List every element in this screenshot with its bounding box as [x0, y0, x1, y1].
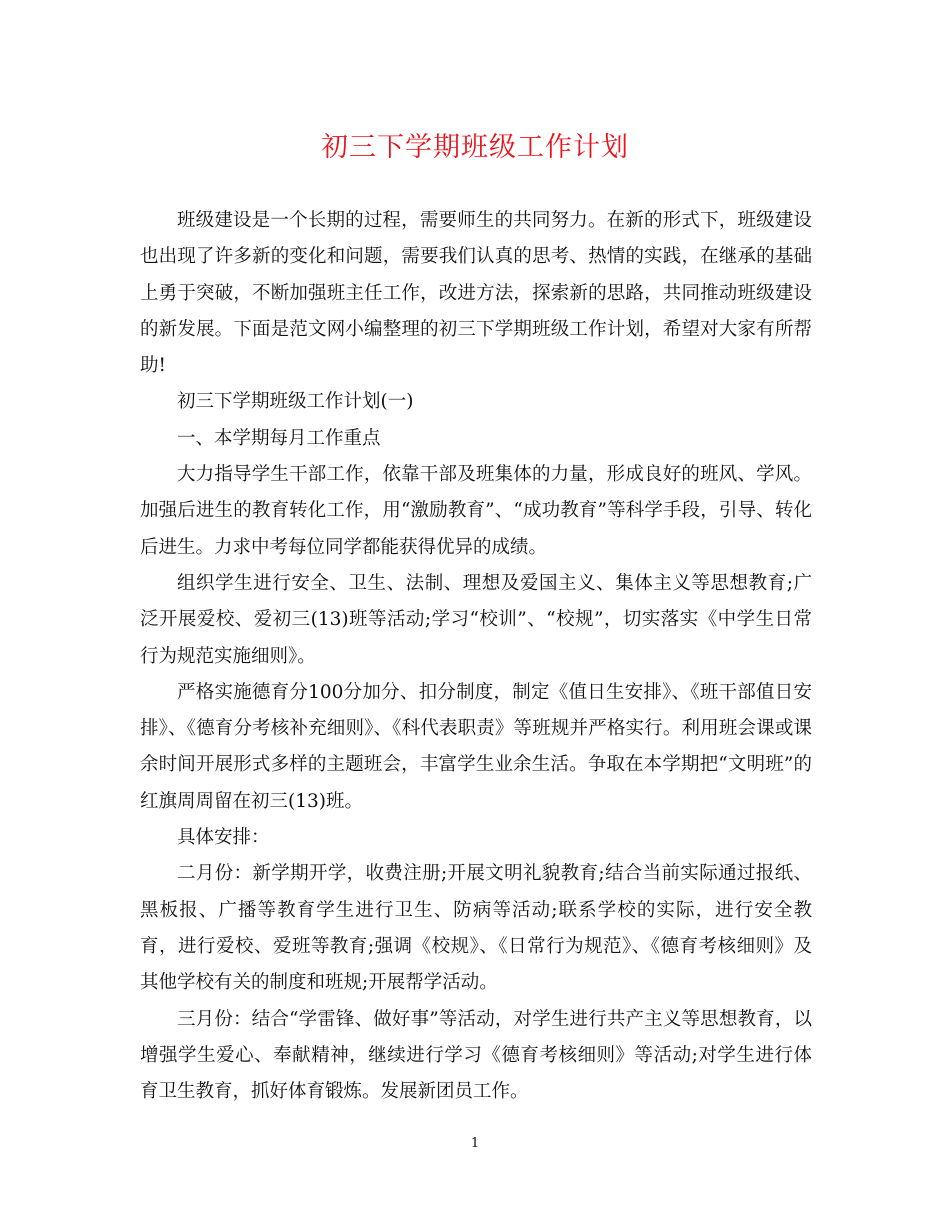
paragraph-plan-heading: 初三下学期班级工作计划(一): [177, 391, 414, 413]
paragraph-moral-score: 严格实施德育分100分加分、扣分制度，制定《值日生安排》、《班干部值日安排》、《德育分考核补充细则》、《科代表职责》等班规并严格实行。利用班会课或课余时间开展形式多样的主题班会，丰富学生业余生活。争取在本学期把“文明班”的红旗周周留在初三(13)班。: [140, 681, 812, 812]
page-number: 1: [470, 1136, 480, 1151]
paragraph-march: 三月份：结合“学雷锋、做好事”等活动，对学生进行共产主义等思想教育，以增强学生爱心、奉献精神，继续进行学习《德育考核细则》等活动;对学生进行体育卫生教育，抓好体育锻炼。发展新团员工作。: [140, 1008, 812, 1103]
paragraph-february: 二月份：新学期开学，收费注册;开展文明礼貌教育;结合当前实际通过报纸、黑板报、广播等教育学生进行卫生、防病等活动;联系学校的实际，进行安全教育，进行爱校、爱班等教育;强调《校规》、《日常行为规范》、《德育考核细则》及其他学校有关的制度和班规;开展帮学活动。: [140, 863, 812, 994]
document-title: 初三下学期班级工作计划: [321, 132, 629, 163]
paragraph-cadre-work: 大力指导学生干部工作，依靠干部及班集体的力量，形成良好的班风、学风。加强后进生的教育转化工作，用“激励教育”、“成功教育”等科学手段，引导、转化后进生。力求中考每位同学都能获得优异的成绩。: [140, 464, 812, 558]
paragraph-education: 组织学生进行安全、卫生、法制、理想及爱国主义、集体主义等思想教育;广泛开展爱校、爱初三(13)班等活动;学习“校训”、“校规”，切实落实《中学生日常行为规范实施细则》。: [140, 572, 812, 667]
paragraph-section-heading: 一、本学期每月工作重点: [177, 427, 381, 449]
document-body: [140, 203, 812, 1110]
paragraph-intro: 班级建设是一个长期的过程，需要师生的共同努力。在新的形式下，班级建设也出现了许多新的变化和问题，需要我们认真的思考、热情的实践，在继承的基础上勇于突破，不断加强班主任工作，改进方法，探索新的思路，共同推动班级建设的新发展。下面是范文网小编整理的初三下学期班级工作计划，希望对大家有所帮助!: [140, 210, 812, 377]
paragraph-arrangement-label: 具体安排：: [177, 827, 270, 849]
